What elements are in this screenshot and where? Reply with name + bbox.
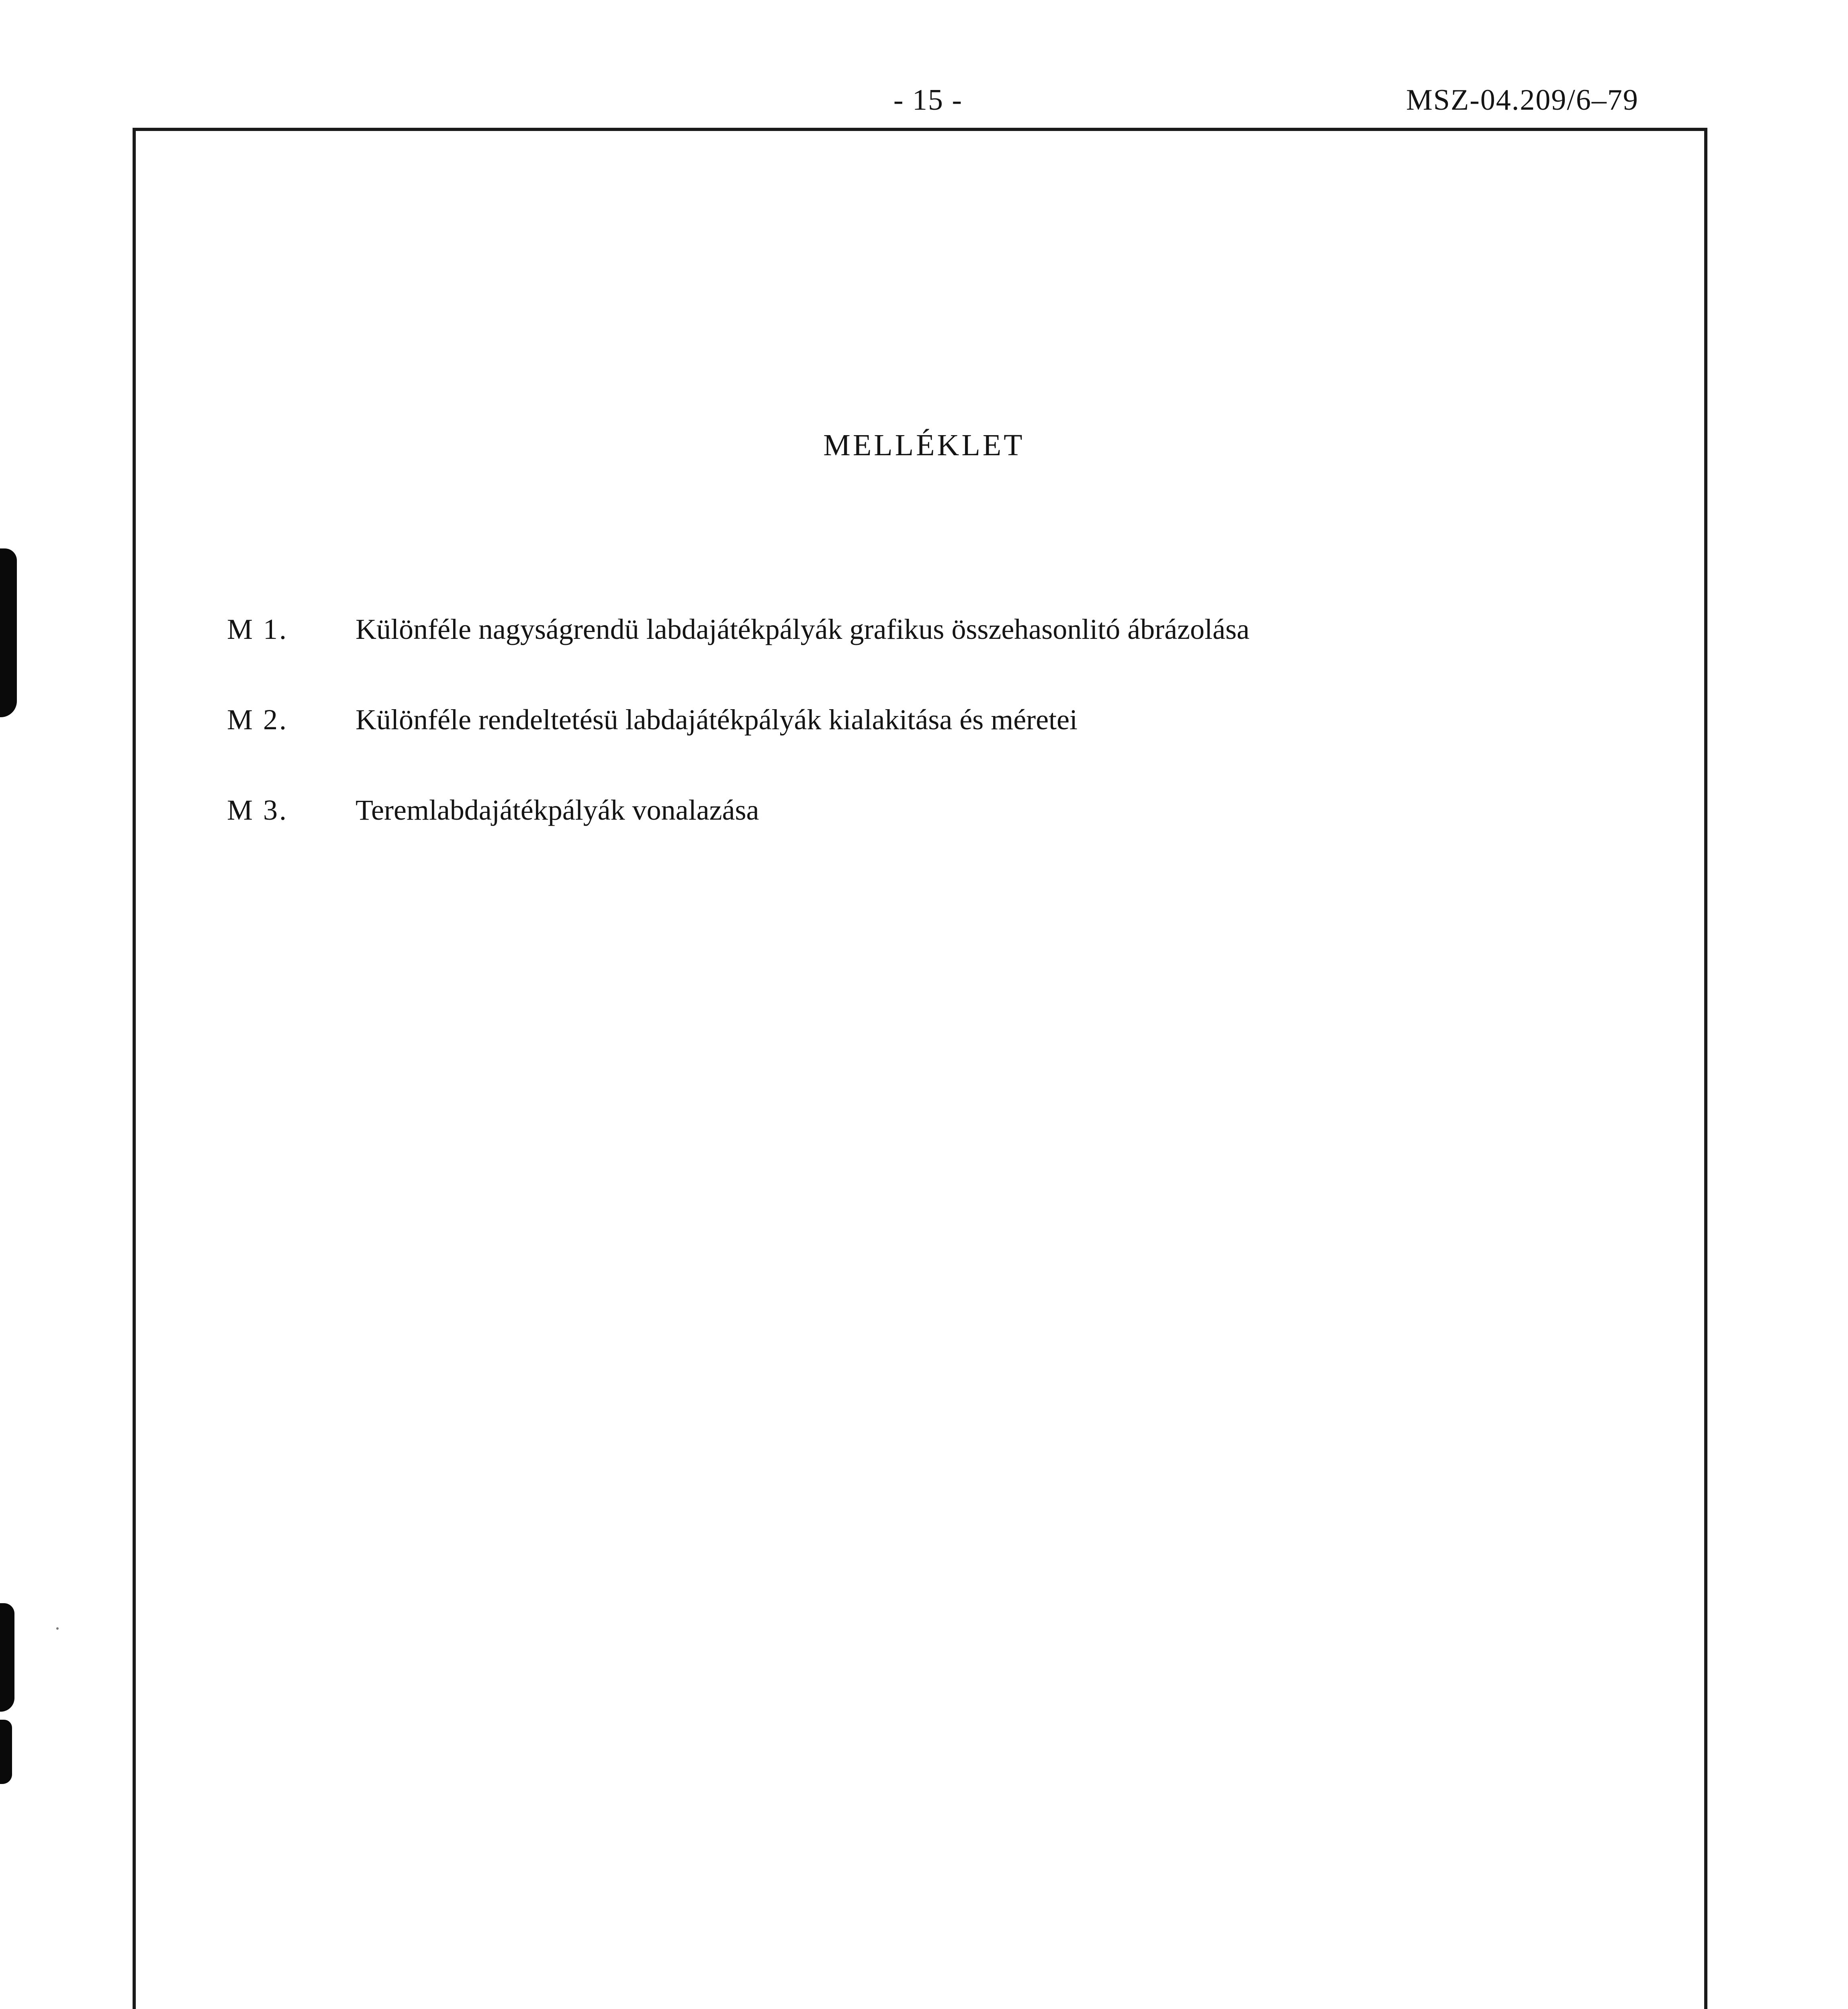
appendix-item-text: Különféle nagyságrendü labdajátékpályák grafikus összehasonlitó ábrázolása: [356, 613, 1250, 645]
standard-id: MSZ-04.209/6–79: [1406, 84, 1639, 117]
page-frame: [133, 128, 1707, 2009]
appendix-item-code: M 1.: [227, 613, 288, 645]
appendix-item-code: M 3.: [227, 794, 288, 826]
scan-speck: [56, 1627, 59, 1630]
scan-mark: [0, 548, 17, 717]
scan-mark: [0, 1720, 12, 1784]
appendix-item-text: Különféle rendeltetésü labdajátékpályák kialakitása és méretei: [356, 704, 1078, 736]
appendix-item-text: Teremlabdajátékpályák vonalazása: [356, 794, 759, 826]
scan-mark: [0, 1603, 14, 1712]
page-number: - 15 -: [893, 84, 963, 117]
page-title: MELLÉKLET: [823, 428, 1025, 462]
appendix-item-code: M 2.: [227, 704, 288, 736]
